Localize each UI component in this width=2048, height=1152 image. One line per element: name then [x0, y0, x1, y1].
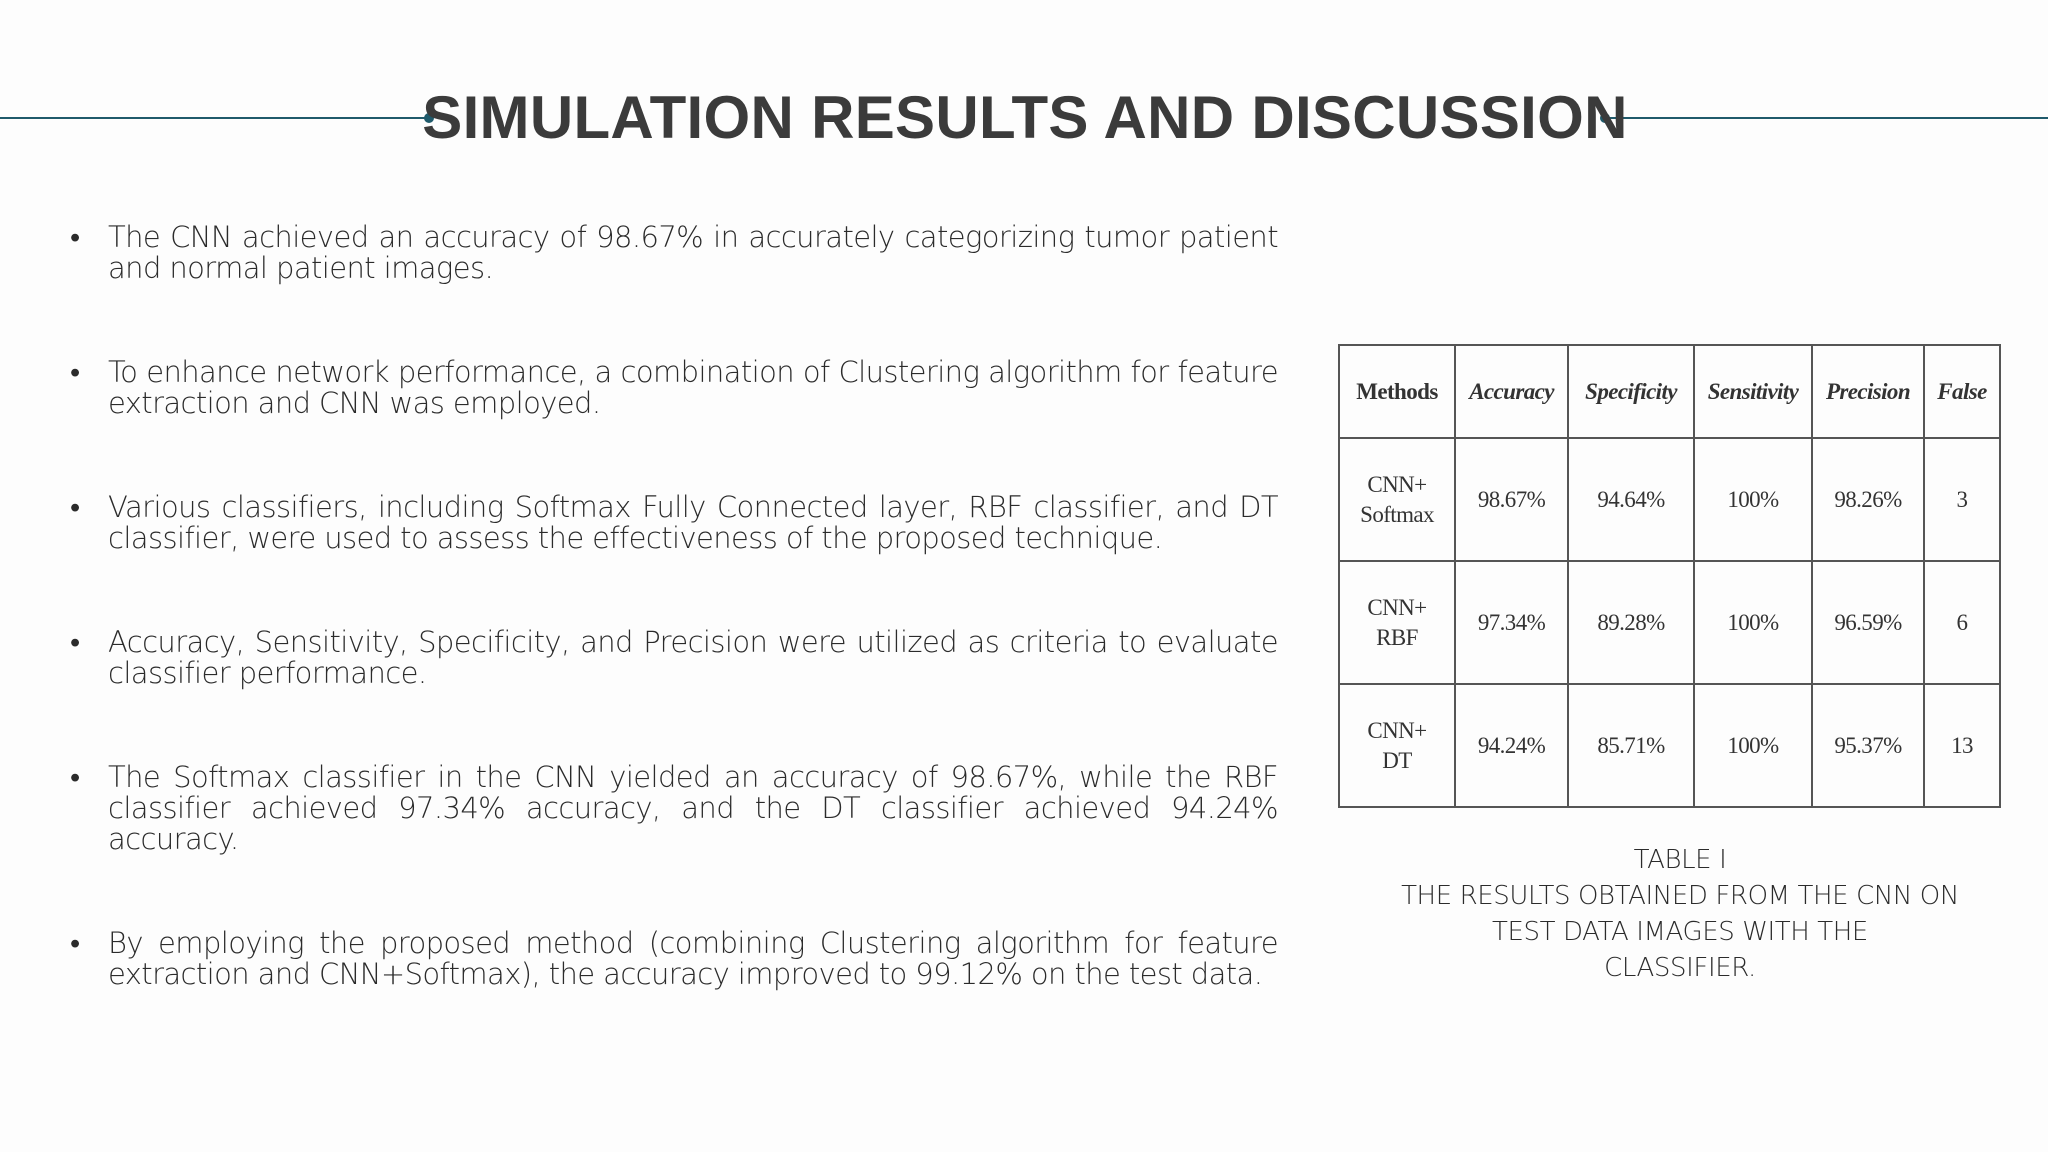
bullet-marker: •	[70, 760, 80, 794]
specificity-cell: 89.28%	[1568, 561, 1694, 684]
header-specificity: Specificity	[1568, 345, 1694, 438]
sensitivity-cell: 100%	[1694, 438, 1812, 561]
false-cell: 3	[1924, 438, 2000, 561]
precision-cell: 98.26%	[1812, 438, 1924, 561]
bullet-text: The CNN achieved an accuracy of 98.67% in accurately categorizing tumor patient and normal patient images.	[108, 220, 1278, 285]
bullet-item	[62, 627, 1278, 689]
precision-cell: 96.59%	[1812, 561, 1924, 684]
bullet-item	[62, 357, 1278, 419]
caption-line: TEST DATA IMAGES WITH THE	[1492, 917, 1868, 947]
caption-line: TABLE I	[1633, 845, 1727, 875]
results-table-container	[1338, 344, 2001, 808]
method-line1: CNN+	[1367, 717, 1427, 743]
bullet-item	[62, 762, 1278, 855]
method-line1: CNN+	[1367, 471, 1427, 497]
method-line1: CNN+	[1367, 594, 1427, 620]
precision-cell: 95.37%	[1812, 684, 1924, 807]
bullet-marker: •	[70, 355, 80, 389]
specificity-cell: 94.64%	[1568, 438, 1694, 561]
header-sensitivity: Sensitivity	[1694, 345, 1812, 438]
bullet-text: The Softmax classifier in the CNN yielded an accuracy of 98.67%, while the RBF classifier achieved 97.34% accuracy, and the DT classifier achieved 94.24% accuracy.	[108, 760, 1278, 856]
slide-title: SIMULATION RESULTS AND DISCUSSION	[422, 84, 1628, 151]
caption-line: CLASSIFIER.	[1604, 953, 1756, 983]
results-table	[1338, 344, 2001, 808]
table-caption	[1368, 842, 1992, 986]
method-line2: Softmax	[1360, 501, 1434, 527]
header-methods: Methods	[1339, 345, 1455, 438]
title-divider-left	[0, 117, 432, 119]
bullet-marker: •	[70, 625, 80, 659]
false-cell: 6	[1924, 561, 2000, 684]
accuracy-cell: 98.67%	[1455, 438, 1568, 561]
title-divider-right	[1604, 117, 2048, 119]
method-cell	[1339, 561, 1455, 684]
bullet-text: Accuracy, Sensitivity, Specificity, and Precision were utilized as criteria to evaluate classifier performance.	[108, 625, 1278, 690]
bullet-item	[62, 928, 1278, 990]
table-row	[1339, 438, 2000, 561]
bullet-marker: •	[70, 220, 80, 254]
bullet-marker: •	[70, 490, 80, 524]
sensitivity-cell: 100%	[1694, 561, 1812, 684]
bullet-marker: •	[70, 926, 80, 960]
header-false: False	[1924, 345, 2000, 438]
false-cell: 13	[1924, 684, 2000, 807]
header-accuracy: Accuracy	[1455, 345, 1568, 438]
table-row	[1339, 561, 2000, 684]
bullet-text: Various classifiers, including Softmax Fully Connected layer, RBF classifier, and DT classifier, were used to assess the effectiveness of the proposed technique.	[108, 490, 1278, 555]
bullet-text: By employing the proposed method (combining Clustering algorithm for feature extraction and CNN+Softmax), the accuracy improved to 99.12% on the test data.	[108, 926, 1278, 991]
method-cell	[1339, 438, 1455, 561]
accuracy-cell: 94.24%	[1455, 684, 1568, 807]
bullet-text: To enhance network performance, a combination of Clustering algorithm for feature extraction and CNN was employed.	[108, 355, 1278, 420]
method-line2: RBF	[1376, 624, 1418, 650]
specificity-cell: 85.71%	[1568, 684, 1694, 807]
table-header-row	[1339, 345, 2000, 438]
sensitivity-cell: 100%	[1694, 684, 1812, 807]
method-line2: DT	[1382, 747, 1412, 773]
bullet-item	[62, 222, 1278, 284]
bullet-item	[62, 492, 1278, 554]
table-row	[1339, 684, 2000, 807]
accuracy-cell: 97.34%	[1455, 561, 1568, 684]
method-cell	[1339, 684, 1455, 807]
caption-line: THE RESULTS OBTAINED FROM THE CNN ON	[1401, 881, 1959, 911]
header-precision: Precision	[1812, 345, 1924, 438]
bullet-list	[62, 222, 1278, 1063]
